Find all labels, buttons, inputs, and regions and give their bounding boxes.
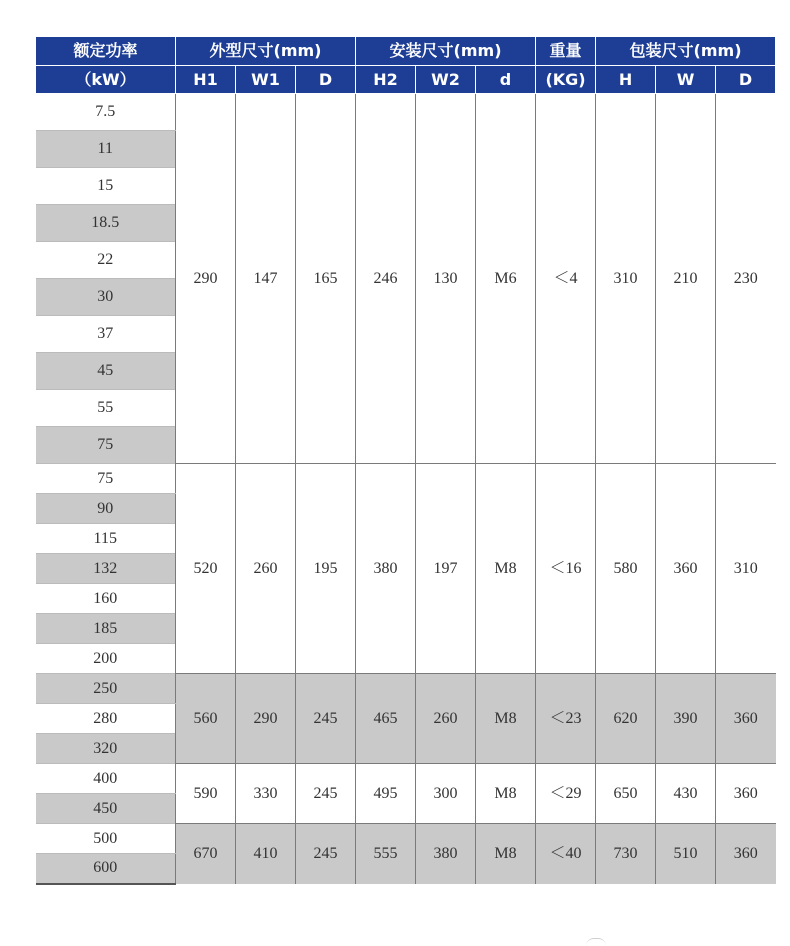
value-cell-w-package: 360 — [656, 464, 716, 674]
power-cell: 15 — [36, 168, 176, 205]
value-cell-h2: 246 — [356, 94, 416, 464]
value-cell-d-package: 360 — [716, 764, 776, 824]
power-cell: 75 — [36, 464, 176, 494]
power-cell: 160 — [36, 584, 176, 614]
power-header: 额定功率 — [36, 37, 176, 66]
value-cell-d-outer: 245 — [296, 674, 356, 764]
value-cell-h-package: 620 — [596, 674, 656, 764]
table-row — [36, 824, 776, 854]
power-cell: 320 — [36, 734, 176, 764]
value-cell-d-package: 230 — [716, 94, 776, 464]
power-cell: 185 — [36, 614, 176, 644]
col-header-h2: H2 — [356, 66, 416, 94]
spec-table-container — [35, 36, 775, 885]
power-cell: 45 — [36, 353, 176, 390]
value-cell-h-package: 580 — [596, 464, 656, 674]
power-cell: 280 — [36, 704, 176, 734]
power-cell: 30 — [36, 279, 176, 316]
value-cell-d-outer: 195 — [296, 464, 356, 674]
power-cell: 11 — [36, 131, 176, 168]
power-cell: 450 — [36, 794, 176, 824]
power-cell: 250 — [36, 674, 176, 704]
value-cell-w2: 197 — [416, 464, 476, 674]
value-cell-d-package: 360 — [716, 824, 776, 884]
value-cell-h-package: 310 — [596, 94, 656, 464]
value-cell-w-package: 210 — [656, 94, 716, 464]
power-cell: 55 — [36, 390, 176, 427]
col-header-w-package: W — [656, 66, 716, 94]
value-cell-w1: 260 — [236, 464, 296, 674]
value-cell-d-package: 360 — [716, 674, 776, 764]
value-cell-weight: ＜4 — [536, 94, 596, 464]
col-header-d-bolt: d — [476, 66, 536, 94]
power-cell: 132 — [36, 554, 176, 584]
value-cell-d-bolt: M8 — [476, 764, 536, 824]
table-body — [36, 94, 776, 884]
power-cell: 500 — [36, 824, 176, 854]
col-header-w2: W2 — [416, 66, 476, 94]
value-cell-w-package: 390 — [656, 674, 716, 764]
power-cell: 115 — [36, 524, 176, 554]
value-cell-d-bolt: M8 — [476, 464, 536, 674]
value-cell-h2: 465 — [356, 674, 416, 764]
value-cell-w2: 260 — [416, 674, 476, 764]
value-cell-w1: 290 — [236, 674, 296, 764]
power-cell: 18.5 — [36, 205, 176, 242]
power-unit-header: （kW） — [36, 66, 176, 94]
value-cell-w2: 300 — [416, 764, 476, 824]
power-cell: 200 — [36, 644, 176, 674]
value-cell-d-outer: 165 — [296, 94, 356, 464]
value-cell-weight: ＜40 — [536, 824, 596, 884]
table-row — [36, 464, 776, 494]
table-row — [36, 94, 776, 131]
col-header-h-package: H — [596, 66, 656, 94]
value-cell-weight: ＜23 — [536, 674, 596, 764]
value-cell-h1: 670 — [176, 824, 236, 884]
power-cell: 600 — [36, 854, 176, 884]
value-cell-w1: 147 — [236, 94, 296, 464]
power-cell: 75 — [36, 427, 176, 464]
value-cell-d-package: 310 — [716, 464, 776, 674]
outer-dimension-header: 外型尺寸(mm) — [176, 37, 356, 66]
col-header-h1: H1 — [176, 66, 236, 94]
power-cell: 400 — [36, 764, 176, 794]
package-dimension-header: 包装尺寸(mm) — [596, 37, 776, 66]
value-cell-d-bolt: M8 — [476, 674, 536, 764]
value-cell-w-package: 430 — [656, 764, 716, 824]
weight-header: 重量 — [536, 37, 596, 66]
spec-table — [35, 36, 776, 885]
value-cell-w1: 330 — [236, 764, 296, 824]
value-cell-h-package: 650 — [596, 764, 656, 824]
table-row — [36, 764, 776, 794]
value-cell-weight: ＜29 — [536, 764, 596, 824]
col-header-d-package: D — [716, 66, 776, 94]
value-cell-h1: 520 — [176, 464, 236, 674]
weight-unit-header: (KG) — [536, 66, 596, 94]
value-cell-h1: 560 — [176, 674, 236, 764]
value-cell-h1: 590 — [176, 764, 236, 824]
value-cell-w1: 410 — [236, 824, 296, 884]
col-header-d-outer: D — [296, 66, 356, 94]
value-cell-d-outer: 245 — [296, 824, 356, 884]
power-cell: 22 — [36, 242, 176, 279]
col-header-w1: W1 — [236, 66, 296, 94]
install-dimension-header: 安装尺寸(mm) — [356, 37, 536, 66]
value-cell-h2: 495 — [356, 764, 416, 824]
value-cell-w-package: 510 — [656, 824, 716, 884]
value-cell-w2: 380 — [416, 824, 476, 884]
power-cell: 7.5 — [36, 94, 176, 131]
value-cell-h2: 380 — [356, 464, 416, 674]
value-cell-weight: ＜16 — [536, 464, 596, 674]
value-cell-h1: 290 — [176, 94, 236, 464]
power-cell: 90 — [36, 494, 176, 524]
value-cell-h-package: 730 — [596, 824, 656, 884]
value-cell-d-outer: 245 — [296, 764, 356, 824]
value-cell-h2: 555 — [356, 824, 416, 884]
value-cell-d-bolt: M6 — [476, 94, 536, 464]
table-header — [36, 37, 776, 94]
power-cell: 37 — [36, 316, 176, 353]
value-cell-w2: 130 — [416, 94, 476, 464]
table-row — [36, 674, 776, 704]
value-cell-d-bolt: M8 — [476, 824, 536, 884]
